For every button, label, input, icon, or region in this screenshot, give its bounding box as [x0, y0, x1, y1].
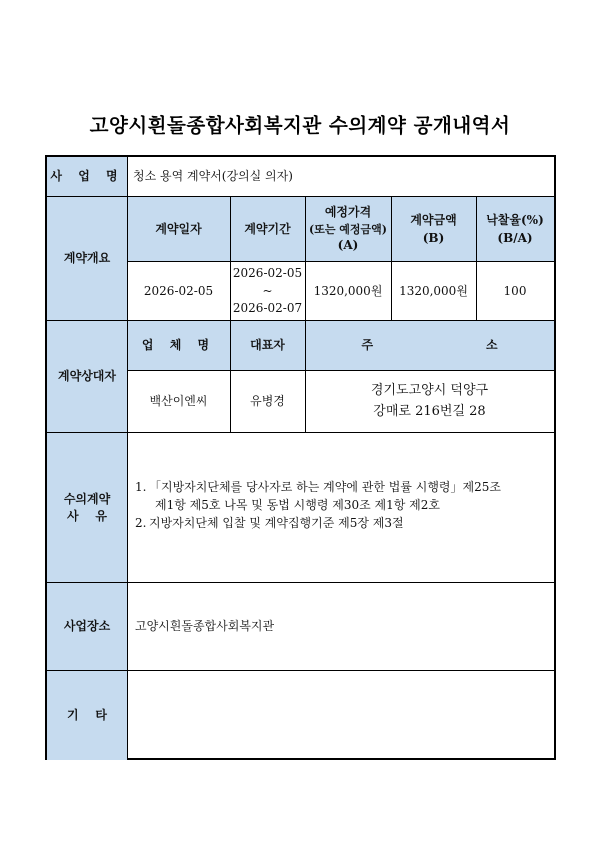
reason-item-number: 1. — [135, 480, 147, 494]
estimate-line2: (또는 예정금액) — [309, 222, 387, 236]
divider — [305, 197, 306, 433]
value-estimated-price: 1320,000원 — [313, 283, 383, 298]
value-address — [305, 371, 554, 433]
divider — [47, 432, 554, 433]
location-label: 사업장소 — [47, 583, 127, 671]
header-company-name: 업 체 명 — [127, 321, 230, 371]
header-representative: 대표자 — [230, 321, 305, 371]
divider — [230, 197, 231, 433]
period-line2: 2026-02-07 — [232, 301, 303, 316]
header-estimated-price — [305, 197, 391, 262]
divider — [47, 670, 554, 671]
header-contract-period: 계약기간 — [230, 197, 305, 262]
business-label: 사 업 명 — [47, 157, 127, 197]
contract-disclosure-table — [45, 155, 556, 760]
header-contract-amount — [391, 197, 476, 262]
etc-value — [127, 671, 554, 760]
value-company-name: 백산이엔씨 — [149, 394, 208, 409]
estimate-line3: (A) — [337, 238, 359, 253]
divider — [127, 370, 554, 371]
value-contract-amount: 1320,000원 — [399, 283, 468, 298]
value-representative: 유병경 — [250, 394, 285, 409]
header-award-rate — [476, 197, 554, 262]
value-contract-period — [230, 262, 305, 321]
amount-line1: 계약금액 — [410, 213, 457, 228]
divider — [391, 197, 392, 321]
divider — [476, 197, 477, 321]
location-value: 고양시흰돌종합사회복지관 — [135, 619, 275, 634]
business-value: 청소 용역 계약서(강의실 의자) — [133, 169, 293, 184]
reason-text — [135, 478, 545, 532]
value-contract-date: 2026-02-05 — [143, 283, 214, 298]
reason-item-line: 「지방자치단체를 당사자로 하는 계약에 관한 법률 시행령」제25조 — [149, 480, 501, 494]
address-header-b: 소 — [485, 338, 498, 353]
reason-item-line: 지방자치단체 입찰 및 계약집행기준 제5장 제3절 — [149, 516, 404, 530]
etc-label: 기 타 — [47, 671, 127, 760]
reason-item — [135, 478, 545, 514]
divider — [127, 261, 554, 262]
estimate-line1: 예정가격 — [324, 205, 372, 220]
reason-item — [135, 514, 545, 532]
divider — [47, 582, 554, 583]
reason-label-line1: 수의계약 — [63, 491, 111, 506]
counterparty-label: 계약상대자 — [47, 321, 127, 433]
reason-item-line: 제1항 제5호 나목 및 동법 시행령 제30조 제1항 제2호 — [155, 498, 440, 512]
period-line1: 2026-02-05 ~ — [232, 266, 303, 298]
address-header-a: 주 — [361, 338, 374, 353]
header-address — [305, 321, 554, 371]
divider — [127, 157, 128, 760]
rate-line1: 낙찰율(%) — [486, 213, 544, 228]
page-title: 고양시흰돌종합사회복지관 수의계약 공개내역서 — [89, 114, 511, 137]
amount-line2: (B) — [422, 230, 445, 245]
reason-label-line2: 사 유 — [67, 509, 107, 523]
reason-label — [47, 433, 127, 583]
divider — [47, 320, 554, 321]
rate-line2: (B/A) — [497, 230, 533, 245]
address-line1: 경기도고양시 덕양구 — [370, 383, 489, 399]
contract-summary-label: 계약개요 — [47, 197, 127, 321]
address-line2: 강매로 216번길 28 — [373, 404, 486, 419]
reason-item-number: 2. — [135, 516, 147, 530]
header-contract-date: 계약일자 — [127, 197, 230, 262]
divider — [47, 196, 554, 197]
value-award-rate: 100 — [503, 283, 527, 298]
